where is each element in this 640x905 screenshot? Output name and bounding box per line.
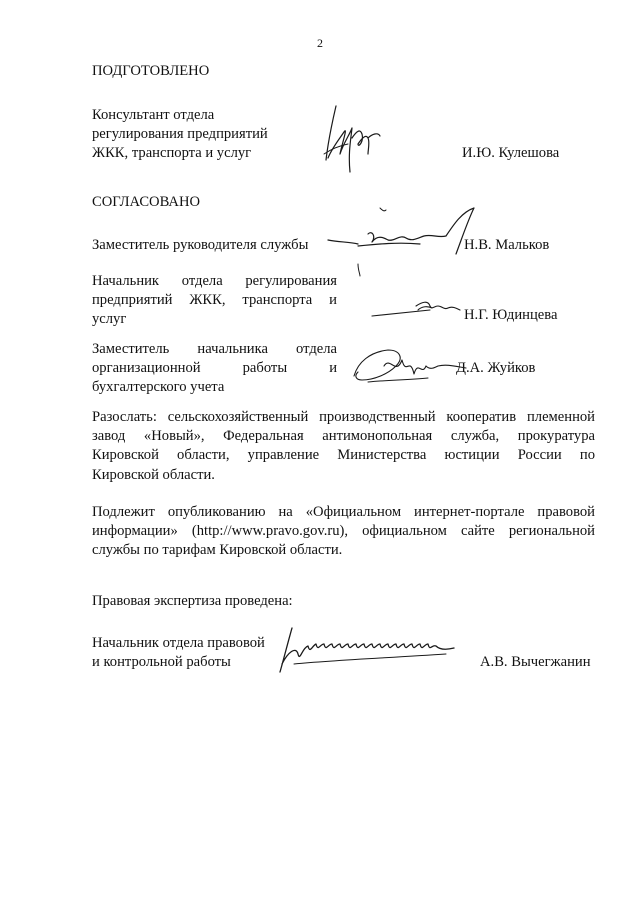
prepared-heading: ПОДГОТОВЛЕНО [92, 63, 210, 79]
distribution-line-2: завод «Новый», Федеральная антимонопольная служба, прокуратура [92, 428, 595, 445]
publication-line-3: службы по тарифам Кировской области. [92, 542, 343, 559]
agreed-signer-3-position-line-3: бухгалтерского учета [92, 379, 225, 396]
distribution-line-1: Разослать: сельскохозяйственный производственный кооператив племенной [92, 409, 595, 425]
agreed-signer-1-name: Н.В. Мальков [464, 237, 550, 253]
distribution-line-4: Кировской области. [92, 466, 215, 483]
agreed-signer-2-position-line-1: Начальник отдела регулирования [92, 273, 337, 289]
agreed-signer-2-position [92, 272, 337, 330]
agreed-signer-2-position-line-2: предприятий ЖКК, транспорта и [92, 292, 337, 309]
prepared-signer-name: И.Ю. Кулешова [462, 145, 560, 161]
signature-kuleshova [318, 98, 388, 178]
agreed-signer-1-position: Заместитель руководителя службы [92, 237, 309, 253]
agreed-signer-3-position-line-2: организационной работы и [92, 360, 337, 377]
signature-yudintseva [372, 296, 462, 320]
agreed-signer-2-position-line-3: услуг [92, 311, 127, 328]
signature-malkov [328, 204, 478, 280]
legal-review-signer-name: А.В. Вычегжанин [480, 654, 591, 670]
agreed-signer-3-position [92, 340, 337, 398]
agreed-signer-3-name: Д.А. Жуйков [456, 360, 536, 376]
legal-review-position-line-1: Начальник отдела правовой [92, 635, 265, 651]
publication-line-1: Подлежит опубликованию на «Официальном интернет-портале правовой [92, 504, 595, 520]
publication-line-2: информации» (http://www.pravo.gov.ru), официальном сайте региональной [92, 523, 595, 540]
page-number: 2 [317, 36, 323, 50]
signature-vychegzhanin [276, 624, 466, 678]
distribution-paragraph [92, 408, 595, 485]
agreed-signer-2-name: Н.Г. Юдинцева [464, 307, 558, 323]
publication-paragraph [92, 503, 595, 561]
distribution-line-3: Кировской области, управление Министерства юстиции России по [92, 447, 595, 464]
signature-zhuykov [348, 346, 468, 386]
prepared-position-line-1: Консультант отдела [92, 107, 215, 123]
prepared-position-line-3: ЖКК, транспорта и услуг [92, 145, 252, 161]
prepared-position-line-2: регулирования предприятий [92, 126, 268, 142]
legal-review-position-line-2: и контрольной работы [92, 654, 231, 670]
agreed-signer-3-position-line-1: Заместитель начальника отдела [92, 341, 337, 357]
legal-review-statement: Правовая экспертиза проведена: [92, 593, 293, 609]
agreed-heading: СОГЛАСОВАНО [92, 194, 201, 210]
